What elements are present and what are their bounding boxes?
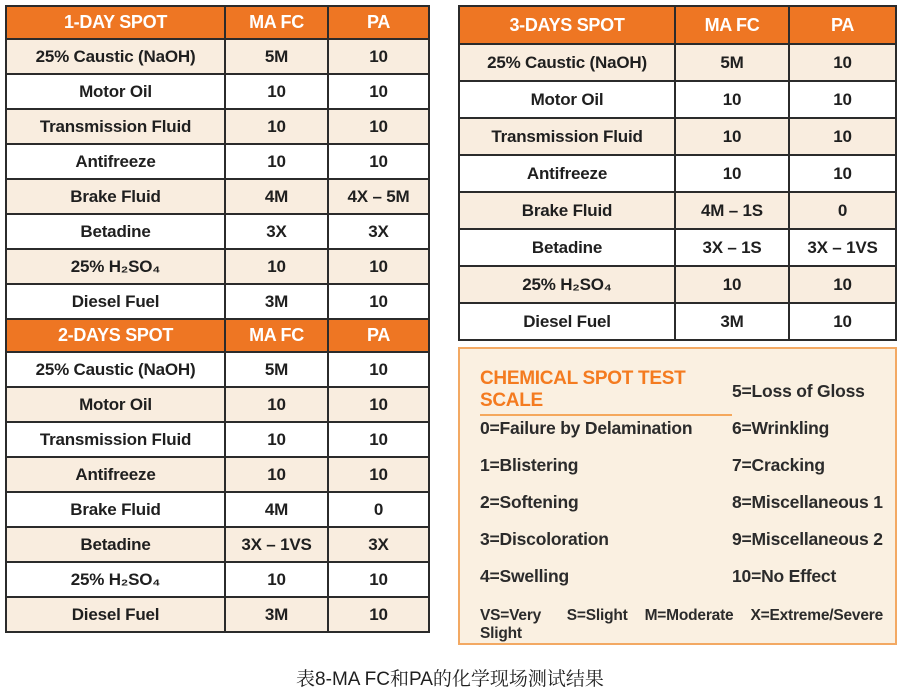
chemical-name-cell: Transmission Fluid: [39, 429, 192, 449]
ma-fc-value-cell: 3X – 1VS: [224, 528, 327, 561]
table-body: [7, 38, 428, 318]
pa-value-cell: 10: [788, 119, 895, 154]
column-header-ma-fc: MA FC: [224, 7, 327, 38]
ma-fc-value-cell: 3X: [224, 215, 327, 248]
legend-item: 8=Miscellaneous 1: [732, 492, 883, 512]
right-column: [458, 5, 897, 645]
pa-value-cell: 10: [327, 388, 428, 421]
legend-item: 7=Cracking: [732, 455, 825, 475]
chemical-name-cell: Motor Oil: [530, 89, 604, 109]
table-row: [7, 248, 428, 283]
pa-value-cell: 10: [327, 145, 428, 178]
table-row: [7, 456, 428, 491]
table-header-row: [7, 7, 428, 38]
table-caption: 表8-MA FC和PA的化学现场测试结果: [296, 669, 604, 690]
left-column: [5, 5, 430, 633]
pa-value-cell: 10: [788, 304, 895, 339]
ma-fc-value-cell: 3M: [224, 285, 327, 318]
table-row: [460, 43, 895, 80]
table-row: [460, 80, 895, 117]
legend-item: 5=Loss of Gloss: [732, 381, 865, 401]
chemical-name-cell: Brake Fluid: [70, 499, 161, 519]
column-header-pa: PA: [788, 7, 895, 43]
table-row: [7, 526, 428, 561]
chemical-spot-test-scale-legend: [458, 347, 897, 645]
table-row: [7, 283, 428, 318]
chemical-name-cell: Motor Oil: [79, 394, 152, 414]
chemical-name-cell: Transmission Fluid: [39, 116, 192, 136]
pa-value-cell: 10: [327, 423, 428, 456]
table-row: [7, 491, 428, 526]
chemical-name-cell: Brake Fluid: [70, 186, 161, 206]
ma-fc-value-cell: 10: [224, 388, 327, 421]
table-row: [7, 38, 428, 73]
pa-value-cell: 10: [327, 40, 428, 73]
table-body: [7, 351, 428, 631]
chemical-name-cell: 25% Caustic (NaOH): [487, 52, 647, 72]
ma-fc-value-cell: 4M: [224, 180, 327, 213]
ma-fc-value-cell: 10: [674, 82, 788, 117]
chemical-name-cell: Betadine: [80, 221, 151, 241]
chemical-name-cell: Motor Oil: [79, 81, 152, 101]
pa-value-cell: 10: [327, 598, 428, 631]
table-header-row: [460, 7, 895, 43]
ma-fc-value-cell: 10: [224, 75, 327, 108]
table-row: [460, 154, 895, 191]
table-row: [7, 351, 428, 386]
ma-fc-value-cell: 3M: [674, 304, 788, 339]
pa-value-cell: 10: [788, 82, 895, 117]
chemical-name-cell: 25% Caustic (NaOH): [35, 46, 196, 66]
legend-item: 10=No Effect: [732, 566, 837, 586]
legend-footnote-item: X=Extreme/Severe: [750, 607, 883, 624]
column-header-spot-title: 1-DAY SPOT: [63, 12, 168, 32]
table-row: [7, 596, 428, 631]
table-row: [7, 108, 428, 143]
legend-title-text: CHEMICAL SPOT TEST SCALE: [480, 368, 732, 416]
table-row: [460, 191, 895, 228]
pa-value-cell: 3X: [327, 215, 428, 248]
pa-value-cell: 4X – 5M: [327, 180, 428, 213]
table-row: [7, 73, 428, 108]
pa-value-cell: 10: [327, 75, 428, 108]
pa-value-cell: 0: [788, 193, 895, 228]
column-header-spot-title: 2-DAYS SPOT: [57, 325, 174, 345]
chemical-name-cell: Antifreeze: [75, 464, 156, 484]
table-header-row: [7, 320, 428, 351]
chemical-name-cell: 25% H₂SO₄: [70, 569, 161, 589]
chemical-name-cell: Diesel Fuel: [523, 311, 611, 331]
legend-item: 2=Softening: [480, 492, 579, 512]
column-header-ma-fc: MA FC: [674, 7, 788, 43]
legend-footnote-item: S=Slight: [566, 607, 628, 624]
column-header-pa: PA: [327, 7, 428, 38]
ma-fc-value-cell: 10: [224, 145, 327, 178]
table-row: [460, 117, 895, 154]
chemical-name-cell: Diesel Fuel: [71, 604, 160, 624]
legend-item: 9=Miscellaneous 2: [732, 529, 883, 549]
column-header-spot-title: 3-DAYS SPOT: [509, 14, 625, 35]
chemical-name-cell: Antifreeze: [526, 163, 608, 183]
column-header-pa: PA: [327, 320, 428, 351]
chemical-name-cell: 25% Caustic (NaOH): [35, 359, 196, 379]
ma-fc-value-cell: 4M – 1S: [674, 193, 788, 228]
chemical-name-cell: Transmission Fluid: [491, 126, 643, 146]
table-row: [7, 386, 428, 421]
pa-value-cell: 10: [327, 285, 428, 318]
pa-value-cell: 10: [327, 563, 428, 596]
ma-fc-value-cell: 10: [224, 110, 327, 143]
table-3-days-spot: [458, 5, 897, 341]
pa-value-cell: 0: [327, 493, 428, 526]
chemical-name-cell: Brake Fluid: [521, 200, 613, 220]
table-row: [7, 213, 428, 248]
ma-fc-value-cell: 3M: [224, 598, 327, 631]
legend-item: 1=Blistering: [480, 455, 579, 475]
table-row: [7, 143, 428, 178]
legend-footnote-item: VS=Very Slight: [480, 607, 542, 642]
legend-item: 6=Wrinkling: [732, 418, 830, 438]
pa-value-cell: 3X – 1VS: [788, 230, 895, 265]
chemical-name-cell: Diesel Fuel: [71, 291, 160, 311]
pa-value-cell: 10: [788, 267, 895, 302]
legend-grid: [480, 367, 883, 595]
ma-fc-value-cell: 10: [674, 156, 788, 191]
column-header-ma-fc: MA FC: [224, 320, 327, 351]
table-1-day-spot: [5, 5, 430, 320]
pa-value-cell: 10: [788, 156, 895, 191]
pa-value-cell: 10: [327, 110, 428, 143]
table-row: [460, 265, 895, 302]
chemical-name-cell: Betadine: [80, 534, 151, 554]
ma-fc-value-cell: 5M: [224, 40, 327, 73]
ma-fc-value-cell: 10: [224, 563, 327, 596]
legend-item: 0=Failure by Delamination: [480, 418, 693, 438]
chemical-name-cell: 25% H₂SO₄: [70, 256, 161, 276]
pa-value-cell: 10: [788, 45, 895, 80]
ma-fc-value-cell: 5M: [224, 353, 327, 386]
ma-fc-value-cell: 5M: [674, 45, 788, 80]
legend-item: 4=Swelling: [480, 566, 569, 586]
table-body: [460, 43, 895, 339]
pa-value-cell: 3X: [327, 528, 428, 561]
chemical-name-cell: 25% H₂SO₄: [522, 274, 612, 294]
legend-title: [480, 368, 732, 416]
ma-fc-value-cell: 10: [224, 250, 327, 283]
chemical-name-cell: Antifreeze: [75, 151, 156, 171]
table-row: [7, 421, 428, 456]
ma-fc-value-cell: 10: [224, 423, 327, 456]
table-row: [460, 228, 895, 265]
chemical-name-cell: Betadine: [531, 237, 603, 257]
legend-item: 3=Discoloration: [480, 529, 609, 549]
pa-value-cell: 10: [327, 353, 428, 386]
pa-value-cell: 10: [327, 250, 428, 283]
ma-fc-value-cell: 4M: [224, 493, 327, 526]
legend-footnotes: [480, 607, 883, 643]
ma-fc-value-cell: 3X – 1S: [674, 230, 788, 265]
ma-fc-value-cell: 10: [674, 267, 788, 302]
ma-fc-value-cell: 10: [674, 119, 788, 154]
table-2-days-spot: [5, 320, 430, 633]
table-row: [7, 561, 428, 596]
legend-footnote-item: M=Moderate: [644, 607, 734, 624]
pa-value-cell: 10: [327, 458, 428, 491]
table-row: [7, 178, 428, 213]
table-row: [460, 302, 895, 339]
ma-fc-value-cell: 10: [224, 458, 327, 491]
